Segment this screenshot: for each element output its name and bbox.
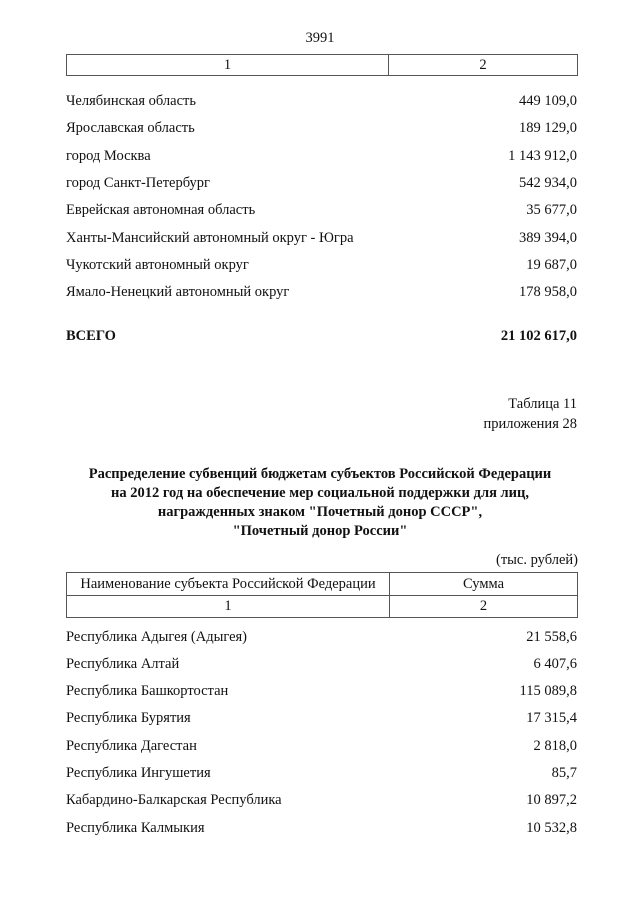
units-label: (тыс. рублей) bbox=[496, 552, 578, 568]
table-row bbox=[66, 627, 577, 647]
table-title bbox=[60, 465, 580, 541]
region-value: 2 818,0 bbox=[533, 738, 577, 754]
title-line: Распределение субвенций бюджетам субъектов Российской Федерации bbox=[88, 466, 552, 482]
header-sum: Сумма bbox=[390, 573, 578, 596]
region-value: 6 407,6 bbox=[533, 656, 577, 672]
appendix-label: приложения 28 bbox=[483, 416, 577, 432]
region-value: 189 129,0 bbox=[519, 120, 577, 136]
region-name: Республика Дагестан bbox=[66, 738, 197, 754]
page-number: 3991 bbox=[305, 30, 335, 46]
region-name: Ханты-Мансийский автономный округ - Югра bbox=[66, 230, 354, 246]
region-value: 10 532,8 bbox=[526, 820, 577, 836]
total-value: 21 102 617,0 bbox=[500, 328, 577, 344]
table-row bbox=[66, 708, 577, 728]
table-number-label: Таблица 11 bbox=[508, 396, 577, 412]
region-name: Еврейская автономная область bbox=[66, 202, 256, 218]
region-name: Чукотский автономный округ bbox=[66, 257, 249, 273]
region-value: 178 958,0 bbox=[519, 284, 577, 300]
region-value: 17 315,4 bbox=[526, 710, 577, 726]
region-value: 85,7 bbox=[551, 765, 577, 781]
region-name: Республика Алтай bbox=[66, 656, 180, 672]
region-name: город Санкт-Петербург bbox=[66, 175, 211, 191]
region-name: Челябинская область bbox=[66, 93, 196, 109]
column-number-2: 2 bbox=[390, 596, 578, 618]
table-row bbox=[66, 255, 577, 275]
region-value: 542 934,0 bbox=[519, 175, 577, 191]
region-value: 389 394,0 bbox=[519, 230, 577, 246]
region-name: Ямало-Ненецкий автономный округ bbox=[66, 284, 290, 300]
region-name: Республика Башкортостан bbox=[66, 683, 229, 699]
table-row bbox=[66, 228, 577, 248]
table-row bbox=[66, 118, 577, 138]
total-row bbox=[66, 326, 577, 346]
region-value: 449 109,0 bbox=[519, 93, 577, 109]
table-row bbox=[66, 146, 577, 166]
title-line: на 2012 год на обеспечение мер социальной поддержки для лиц, bbox=[110, 485, 530, 501]
region-value: 1 143 912,0 bbox=[508, 148, 577, 164]
region-value: 35 677,0 bbox=[526, 202, 577, 218]
region-name: Республика Ингушетия bbox=[66, 765, 211, 781]
region-name: Республика Адыгея (Адыгея) bbox=[66, 629, 248, 645]
table-row bbox=[66, 282, 577, 302]
table-row bbox=[66, 654, 577, 674]
column-number-2: 2 bbox=[389, 55, 578, 76]
table-row bbox=[66, 173, 577, 193]
table11-header bbox=[66, 572, 578, 618]
table-row bbox=[66, 200, 577, 220]
column-number-1: 1 bbox=[67, 55, 389, 76]
table-row bbox=[66, 818, 577, 838]
top-table-column-numbers bbox=[66, 54, 578, 76]
region-name: Ярославская область bbox=[66, 120, 195, 136]
table-row bbox=[66, 91, 577, 111]
table-row bbox=[66, 736, 577, 756]
region-value: 21 558,6 bbox=[526, 629, 577, 645]
region-value: 19 687,0 bbox=[526, 257, 577, 273]
title-line: награжденных знаком "Почетный донор СССР", bbox=[157, 504, 483, 520]
region-name: Республика Бурятия bbox=[66, 710, 191, 726]
title-line: "Почетный донор России" bbox=[232, 523, 408, 539]
region-name: Республика Калмыкия bbox=[66, 820, 205, 836]
table-row bbox=[66, 790, 577, 810]
region-value: 115 089,8 bbox=[519, 683, 577, 699]
table-row bbox=[66, 681, 577, 701]
header-region-name: Наименование субъекта Российской Федерации bbox=[67, 573, 390, 596]
region-value: 10 897,2 bbox=[526, 792, 577, 808]
region-name: город Москва bbox=[66, 148, 151, 164]
region-name: Кабардино-Балкарская Республика bbox=[66, 792, 282, 808]
column-number-1: 1 bbox=[67, 596, 390, 618]
total-label: ВСЕГО bbox=[66, 328, 116, 344]
table-row bbox=[66, 763, 577, 783]
